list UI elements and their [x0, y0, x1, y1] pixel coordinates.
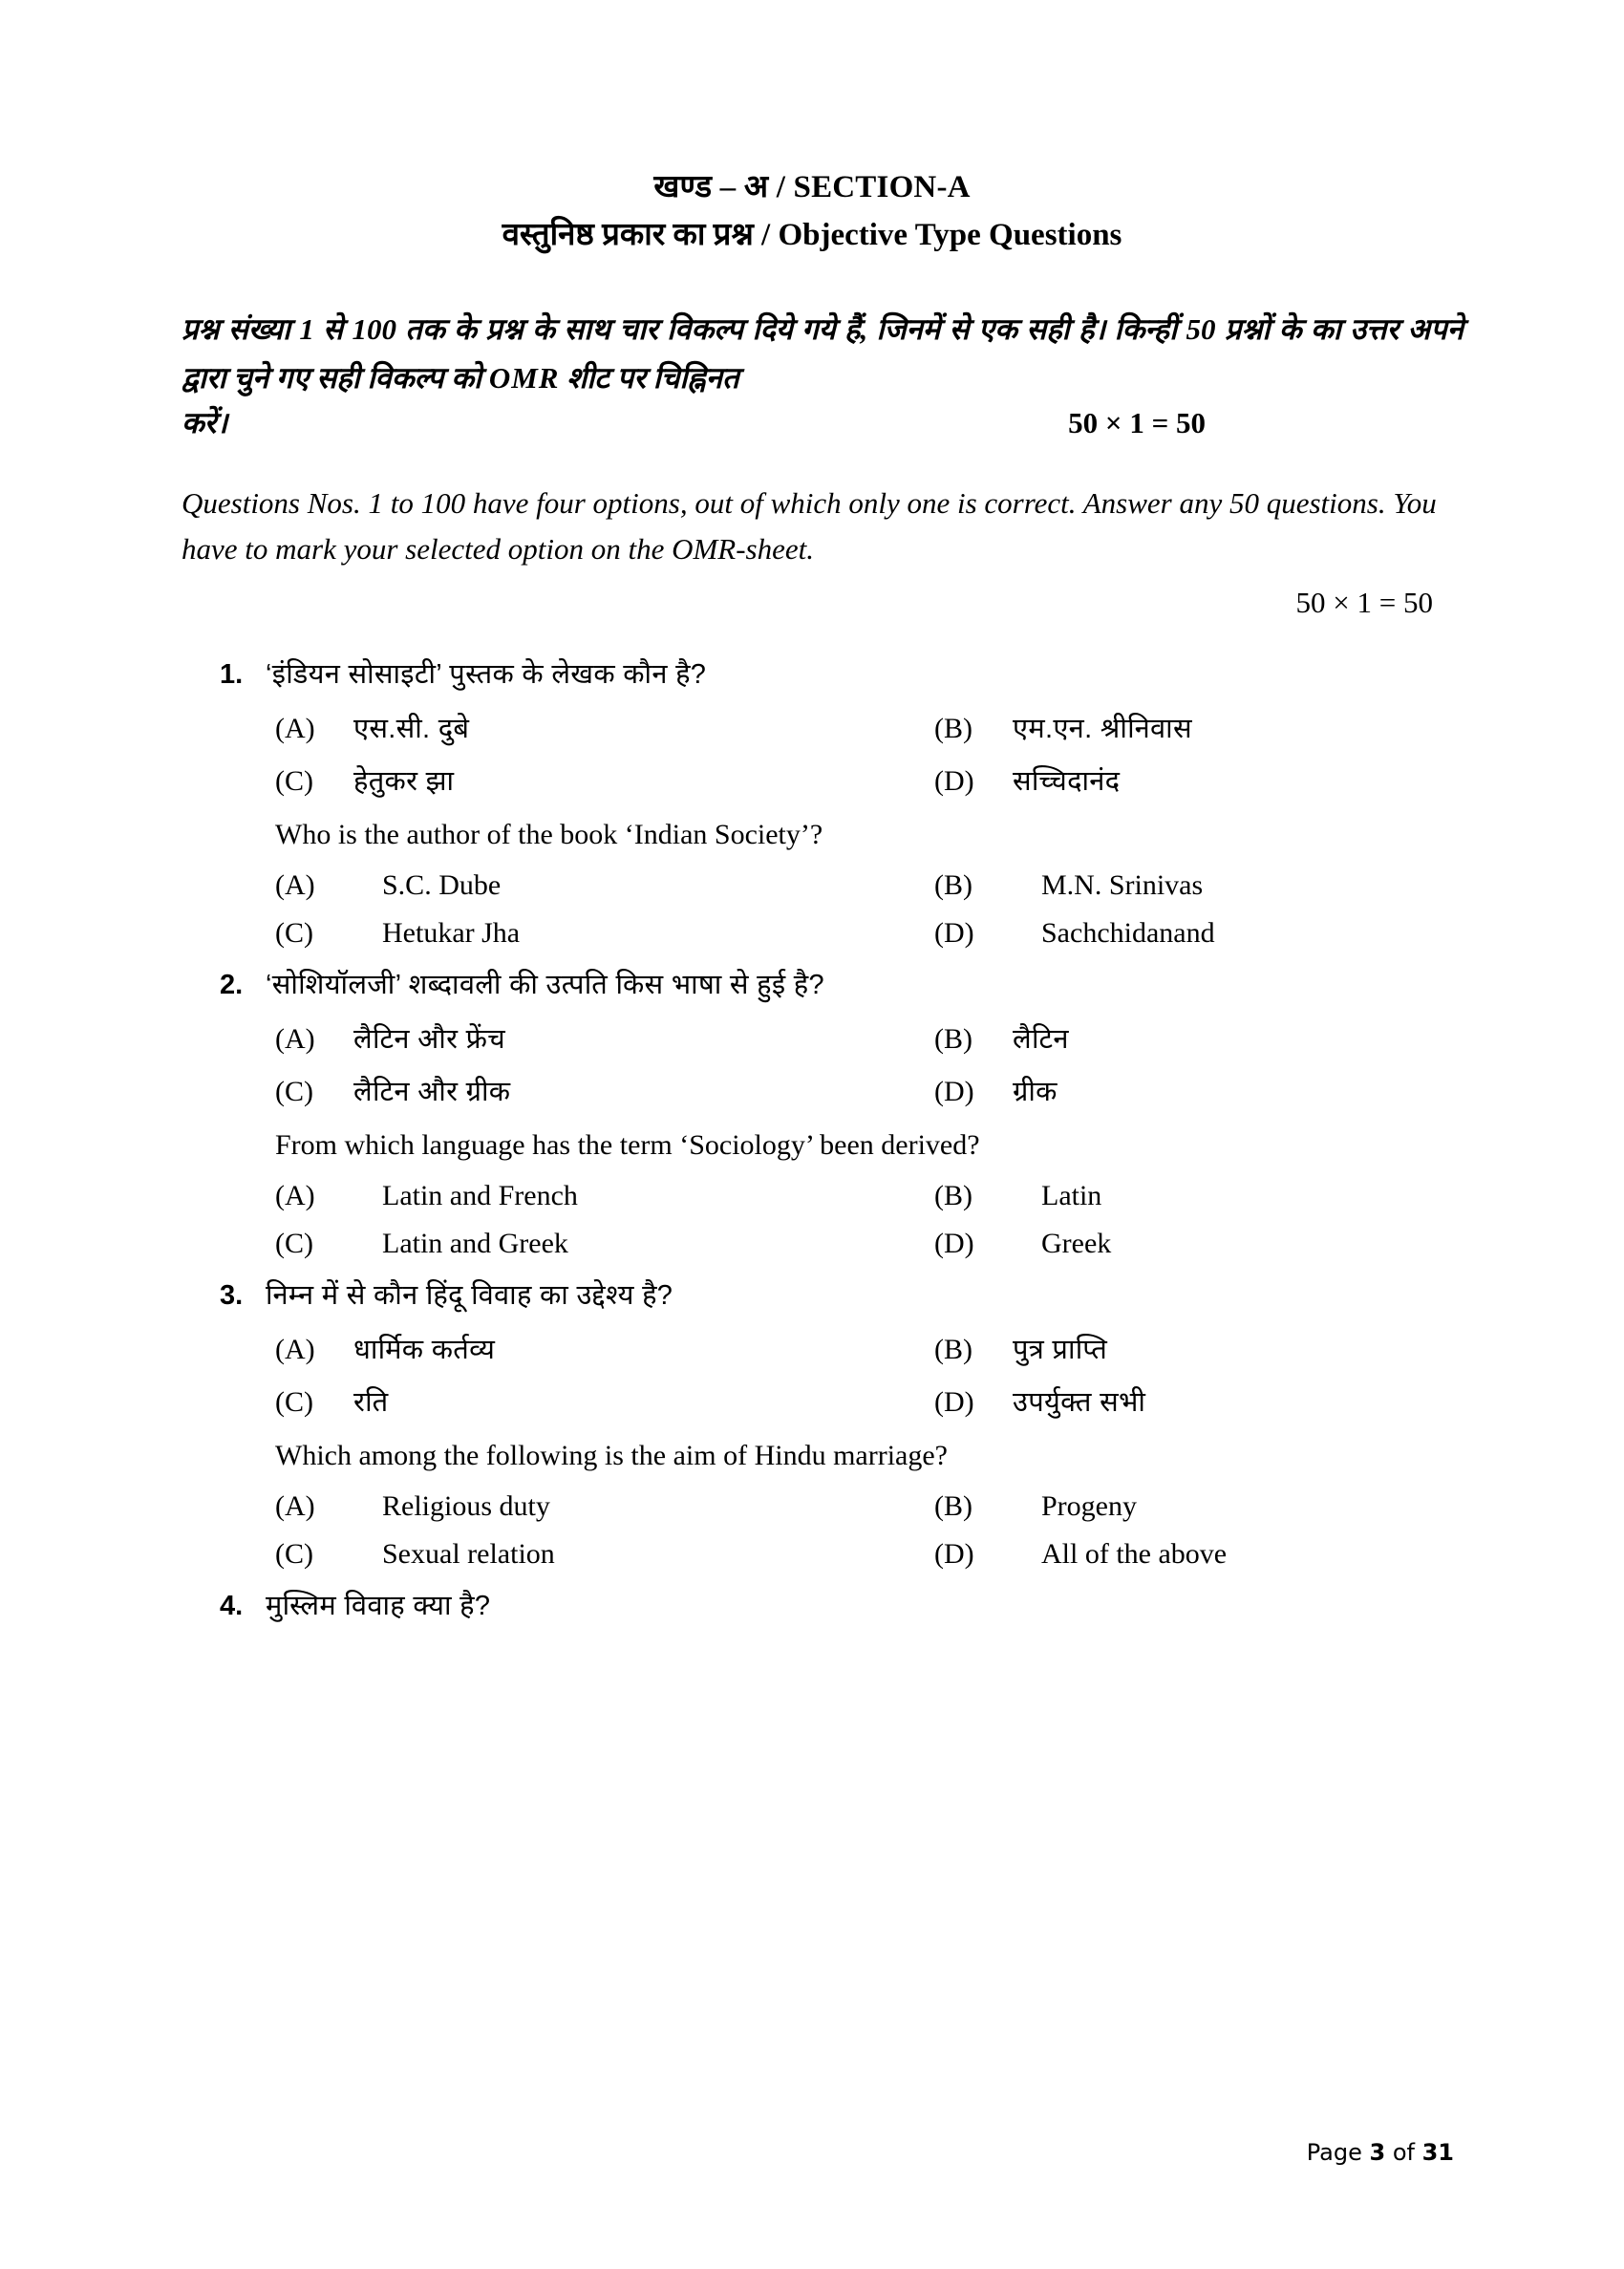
option-row-english — [0, 1538, 1624, 1571]
option-row-hindi — [0, 1019, 1624, 1057]
option-english-d[interactable] — [934, 917, 1624, 950]
option-label: (B) — [934, 1334, 972, 1366]
footer-total-pages: 31 — [1421, 2139, 1454, 2166]
option-label: (C) — [275, 916, 313, 949]
option-hindi-b[interactable] — [934, 1019, 1624, 1057]
option-label: (B) — [934, 1023, 972, 1056]
option-row-english — [0, 1228, 1624, 1260]
option-english-a[interactable] — [275, 869, 934, 902]
option-text: Latin — [1041, 1179, 1102, 1211]
section-title-line1: खण्ड – अ / SECTION-A — [653, 170, 971, 204]
option-text: All of the above — [1041, 1537, 1228, 1570]
option-text: उपर्युक्त सभी — [1013, 1387, 1146, 1419]
option-hindi-a[interactable] — [275, 1019, 934, 1057]
page-footer — [1307, 2139, 1454, 2166]
option-hindi-a[interactable] — [275, 709, 934, 746]
option-english-a[interactable] — [275, 1180, 934, 1212]
question-item — [0, 1586, 1624, 1628]
question-text-english: Who is the author of the book ‘Indian Society’? — [275, 819, 823, 851]
option-text: Religious duty — [382, 1489, 550, 1522]
option-label: (D) — [934, 1227, 974, 1259]
option-text: लैटिन और फ्रेंच — [353, 1024, 506, 1056]
question-text-hindi: ‘इंडियन सोसाइटी’ पुस्तक के लेखक कौन है? — [266, 658, 707, 690]
option-hindi-c[interactable] — [275, 761, 934, 799]
option-hindi-d[interactable] — [934, 1072, 1624, 1109]
option-label: (B) — [934, 868, 972, 901]
question-item — [0, 1275, 1624, 1571]
option-text: सच्चिदानंद — [1013, 766, 1121, 798]
option-row-hindi — [0, 761, 1624, 799]
instructions-hindi-part2: शीट पर चिह्निनत — [559, 360, 739, 395]
exam-paper-page — [0, 167, 1624, 2269]
option-text: Sexual relation — [382, 1537, 555, 1570]
footer-middle: of — [1385, 2139, 1422, 2166]
option-text: लैटिन और ग्रीक — [353, 1077, 511, 1108]
instructions-hindi-marks-row — [182, 402, 1464, 442]
question-text-hindi: ‘सोशियॉलजी’ शब्दावली की उत्पति किस भाषा से हुई है? — [266, 969, 824, 1000]
question-hindi-line — [0, 654, 1624, 696]
option-label: (B) — [934, 1179, 972, 1211]
option-label: (D) — [934, 1386, 974, 1419]
option-row-english — [0, 917, 1624, 950]
question-hindi-line — [0, 1586, 1624, 1628]
option-row-english — [0, 1180, 1624, 1212]
option-english-b[interactable] — [934, 1180, 1624, 1212]
option-text: धार्मिक कर्तव्य — [353, 1335, 496, 1366]
option-text: पुत्र प्राप्ति — [1013, 1335, 1108, 1366]
option-text: Greek — [1041, 1227, 1112, 1259]
option-english-c[interactable] — [275, 1538, 934, 1571]
option-label: (C) — [275, 1076, 313, 1108]
option-hindi-a[interactable] — [275, 1330, 934, 1367]
option-hindi-d[interactable] — [934, 1382, 1624, 1420]
question-text-hindi: मुस्लिम विवाह क्या है? — [266, 1590, 491, 1621]
option-hindi-b[interactable] — [934, 709, 1624, 746]
question-item — [0, 965, 1624, 1260]
option-hindi-d[interactable] — [934, 761, 1624, 799]
question-hindi-line — [0, 965, 1624, 1007]
option-row-english — [0, 1490, 1624, 1523]
footer-page-number: 3 — [1369, 2139, 1386, 2166]
instructions-english-marks: 50 × 1 = 50 — [1295, 585, 1433, 619]
option-text: M.N. Srinivas — [1041, 868, 1204, 901]
option-english-b[interactable] — [934, 869, 1624, 902]
option-text: रति — [353, 1387, 389, 1419]
option-label: (A) — [275, 868, 315, 901]
option-label: (B) — [934, 713, 972, 745]
option-english-c[interactable] — [275, 917, 934, 950]
option-row-hindi — [0, 1072, 1624, 1109]
option-label: (C) — [275, 765, 313, 798]
section-title-line2: वस्तुनिष्ठ प्रकार का प्रश्न / Objective Type Questions — [502, 217, 1122, 252]
option-text: एम.एन. श्रीनिवास — [1013, 714, 1192, 745]
option-text: एस.सी. दुबे — [353, 714, 470, 745]
option-hindi-b[interactable] — [934, 1330, 1624, 1367]
question-text-english: Which among the following is the aim of Hindu marriage? — [275, 1440, 948, 1472]
question-hindi-line — [0, 1275, 1624, 1317]
question-number: 2. — [220, 969, 244, 1000]
option-label: (A) — [275, 1334, 315, 1366]
option-text: लैटिन — [1013, 1024, 1069, 1056]
option-label: (C) — [275, 1386, 313, 1419]
instructions-hindi-tail: करें। — [182, 405, 228, 439]
option-english-b[interactable] — [934, 1490, 1624, 1523]
instructions-hindi-omr: OMR — [488, 360, 560, 395]
option-row-hindi — [0, 1382, 1624, 1420]
instructions-hindi-marks: 50 × 1 = 50 — [1068, 405, 1206, 439]
option-row-english — [0, 869, 1624, 902]
option-label: (D) — [934, 1076, 974, 1108]
option-english-d[interactable] — [934, 1538, 1624, 1571]
option-label: (D) — [934, 1537, 974, 1570]
option-row-hindi — [0, 709, 1624, 746]
option-text: S.C. Dube — [382, 868, 502, 901]
instructions-english: Questions Nos. 1 to 100 have four options, out of which only one is correct. Answer any 50 questions. You have to mark your selected option on the OMR-sheet. — [182, 485, 1437, 566]
option-label: (D) — [934, 765, 974, 798]
instructions-hindi-part1: प्रश्न संख्या 1 से 100 तक के प्रश्न के साथ चार विकल्प दिये गये हैं, जिनमें से एक सही है। किन्हीं 50 प्रश्नों के का उत्तर अपने द्वारा चुने गए सही विकल्प को — [182, 312, 1464, 395]
option-text: Sachchidanand — [1041, 916, 1215, 949]
option-label: (A) — [275, 1489, 315, 1522]
option-english-d[interactable] — [934, 1228, 1624, 1260]
question-text-hindi: निम्न में से कौन हिंदू विवाह का उद्देश्य है? — [266, 1279, 673, 1311]
question-text-english: From which language has the term ‘Sociology’ been derived? — [275, 1129, 980, 1162]
question-list — [0, 654, 1624, 1628]
option-text: Latin and Greek — [382, 1227, 568, 1259]
option-label: (A) — [275, 713, 315, 745]
option-hindi-c[interactable] — [275, 1382, 934, 1420]
question-number: 4. — [220, 1590, 244, 1621]
question-number: 1. — [220, 658, 244, 690]
option-english-c[interactable] — [275, 1228, 934, 1260]
option-label: (A) — [275, 1179, 315, 1211]
option-label: (C) — [275, 1537, 313, 1570]
option-hindi-c[interactable] — [275, 1072, 934, 1109]
question-number: 3. — [220, 1279, 244, 1311]
question-item — [0, 654, 1624, 950]
instructions-hindi — [182, 306, 1464, 401]
option-label: (D) — [934, 916, 974, 949]
option-row-hindi — [0, 1330, 1624, 1367]
option-label: (B) — [934, 1489, 972, 1522]
section-header — [0, 167, 1624, 256]
option-text: ग्रीक — [1013, 1077, 1058, 1108]
option-text: हेतुकर झा — [353, 766, 455, 798]
option-label: (A) — [275, 1023, 315, 1056]
option-text: Progeny — [1041, 1489, 1137, 1522]
option-text: Latin and French — [382, 1179, 578, 1211]
footer-prefix: Page — [1306, 2139, 1370, 2166]
option-text: Hetukar Jha — [382, 916, 521, 949]
option-label: (C) — [275, 1227, 313, 1259]
option-english-a[interactable] — [275, 1490, 934, 1523]
